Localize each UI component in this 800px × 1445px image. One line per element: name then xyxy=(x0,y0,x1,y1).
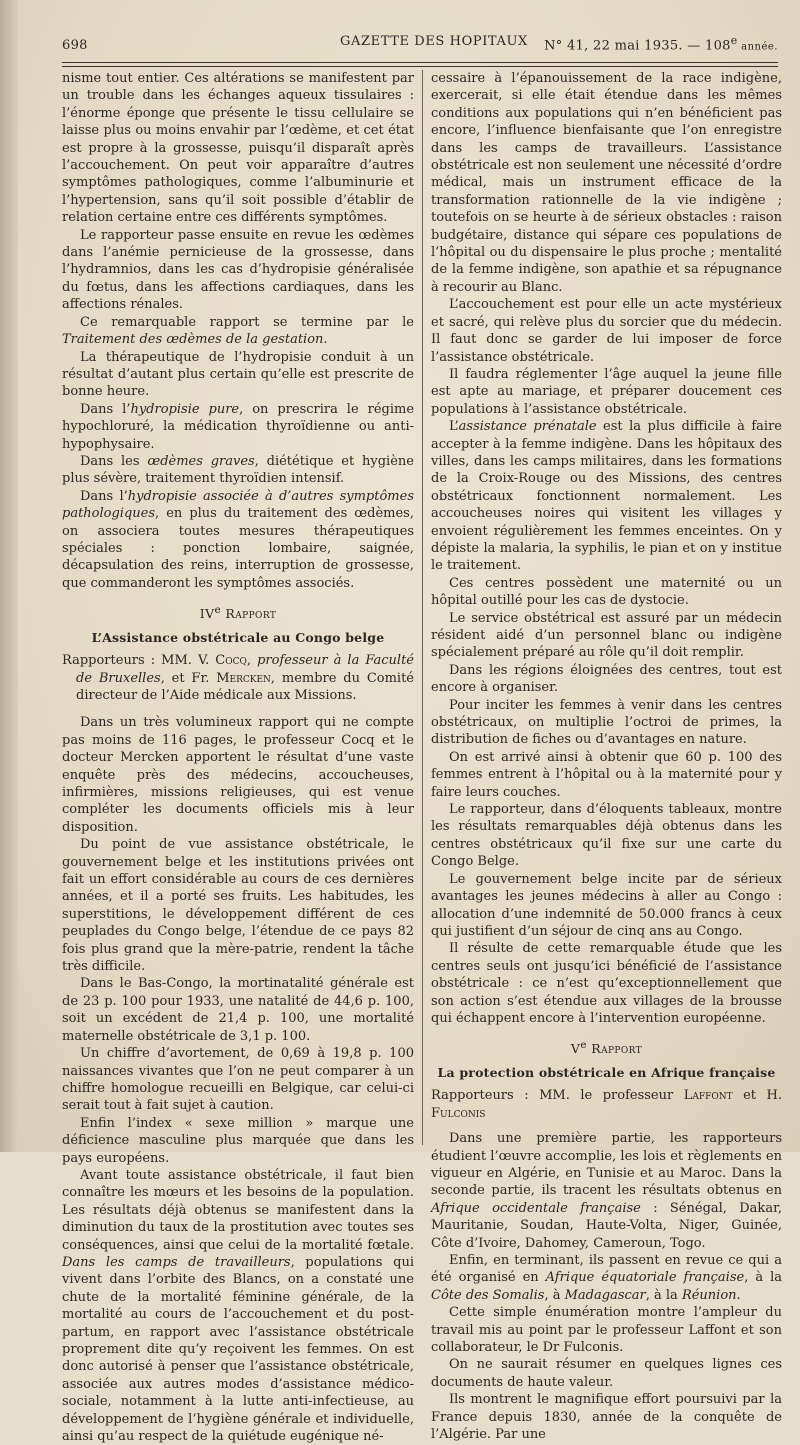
paragraph: Dans l’hydropisie associée à d’autres symptômes pathologiques, en plus du traitement des œdèmes, on associera toutes mesures thérapeutiques spéciales : ponction lombaire, saignée, décapsulation des reins, interruption de grossesse, que commanderont les symptômes associés. xyxy=(62,488,414,591)
paragraph: Avant toute assistance obstétricale, il faut bien connaître les mœurs et les besoins de la population. Les résultats déjà obtenus se manifestent dans la diminution du taux de la prostitution avec toutes ses conséquences, ainsi que celui de la mortalité fœtale. Dans les camps de travailleurs, populations qui vivent dans l’orbite des Blancs, on a constaté une chute de la mortalité féminine générale, de la mortalité au cours de l’accouchement et du post-partum, en rapport avec l’assistance obstétricale proprement dite qu’y reçoivent les femmes. On est donc autorisé à penser que l’assistance obstétricale, associée aux autres modes d’assistance médico-sociale, notamment à la lutte anti-infectieuse, au développement de l’hygiène générale et individuelle, ainsi qu’au respect de la quiétude eugénique né- xyxy=(62,1167,414,1445)
section-number: IVe Rapport xyxy=(199,604,277,622)
reporters: Rapporteurs : MM. V. Cocq, professeur à la Faculté de Bruxelles, et Fr. Mercken, membre du Comité directeur de l’Aide médicale aux Missions. xyxy=(62,653,415,703)
paragraph: Le rapporteur, dans d’éloquents tableaux, montre les résultats remarquables déjà obtenus dans les centres obstétricaux qu’il fixe sur une carte du Congo Belge. xyxy=(431,802,782,870)
section-title: La protection obstétricale en Afrique française xyxy=(437,1064,776,1080)
paragraph: Du point de vue assistance obstétricale, le gouvernement belge et les institutions privées ont fait un effort considérable au cours de ces dernières années, et il a porté ses fruits. Les habitudes, les superstitions, le développement différent de ces peuplades du Congo belge, l’étendue de ce pays 82 fois plus grand que la mère-patrie, rendent la tâche très difficile. xyxy=(62,837,414,975)
paragraph: Dans les œdèmes graves, diététique et hygiène plus sévère, traitement thyroïdien intensif. xyxy=(62,453,414,487)
paragraph: Un chiffre d’avortement, de 0,69 à 19,8 p. 100 naissances vivantes que l’on ne peut comparer à un chiffre homologue recueilli en Belgique, car celui-ci serait tout à fait sujet à caution. xyxy=(62,1046,414,1114)
paragraph: Ils montrent le magnifique effort poursuivi par la France depuis 1830, année de la conquête de l’Algérie. Par une xyxy=(431,1392,782,1443)
section-number: Ve Rapport xyxy=(570,1039,643,1057)
paragraph: Ces centres possèdent une maternité ou un hôpital outillé pour les cas de dystocie. xyxy=(431,575,782,609)
paragraph: Cette simple énumération montre l’ampleur du travail mis au point par le professeur Laffont et son collaborateur, le Dr Fulconis. xyxy=(431,1305,782,1355)
paragraph: Pour inciter les femmes à venir dans les centres obstétricaux, on multiplie l’octroi de primes, la distribution de fiches ou d’avantages en nature. xyxy=(431,697,782,748)
header-rule xyxy=(62,62,778,63)
paragraph: Dans une première partie, les rapporteurs étudient l’œuvre accomplie, les lois et règlements en vigueur en Algérie, en Tunisie et au Maroc. Dans la seconde partie, ils tracent les résultats obtenus en Afrique occidentale française : Sénégal, Dakar, Mauritanie, Soudan, Haute-Volta, Niger, Guinée, Côte d’Ivoire, Dahomey, Cameroun, Togo. xyxy=(431,1131,782,1251)
paragraph: nisme tout entier. Ces altérations se manifestent par un trouble dans les échanges aqueux tissulaires : l’énorme éponge que présente le tissu cellulaire se laisse plus ou moins envahir par l’œdème, et cet état est propre à la grossesse, puisqu’il disparaît après l’accouchement. On peut voir apparaître d’autres symptômes pathologiques, comme l’albuminurie et l’hypertension, sans qu’il soit possible d’établir de relation certaine entre ces différents symptômes. xyxy=(62,71,414,226)
column-divider xyxy=(422,70,423,1145)
paragraph: Il résulte de cette remarquable étude que les centres seuls ont jusqu’ici bénéficié de l’assistance obstétricale : ce n’est qu’exceptionnellement que son action s’est étendue aux villages de la brousse qui échappent encore à l’intervention européenne. xyxy=(431,941,782,1026)
paragraph: Dans les régions éloignées des centres, tout est encore à organiser. xyxy=(431,662,782,696)
reporters: Rapporteurs : MM. le professeur Laffont et H. Fulconis xyxy=(431,1088,782,1121)
issue-info: N° 41, 22 mai 1935. — 108e année. xyxy=(544,34,778,54)
right-column xyxy=(431,70,782,1443)
paragraph: Enfin l’index « sexe million » marque une déficience masculine plus marquée que dans les pays européens. xyxy=(62,1115,414,1166)
running-header xyxy=(62,32,778,54)
paragraph: On ne saurait résumer en quelques lignes ces documents de haute valeur. xyxy=(431,1357,782,1390)
paragraph: cessaire à l’épanouissement de la race indigène, exercerait, si elle était étendue dans les mêmes conditions aux populations qui n’en bénéficient pas encore, l’influence bienfaisante que l’on enregistre dans les camps de travailleurs. L’assistance obstétricale est non seulement une nécessité d’ordre médical, mais un instrument efficace de la transformation rationnelle de la vie indigène ; toutefois on se heurte à de sérieux obstacles : raison budgétaire, distance qui sépare ces populations de l’hôpital ou du dispensaire le plus proche ; mentalité de la femme indigène, son apathie et sa répugnance à recourir au Blanc. xyxy=(431,71,782,295)
paragraph: Dans un très volumineux rapport qui ne compte pas moins de 116 pages, le professeur Cocq et le docteur Mercken apportent le résultat d’une vaste enquête près des médecins, accoucheuses, infirmières, missions religieuses, qui est venue compléter les documents officiels mis à leur disposition. xyxy=(62,715,414,835)
paragraph: Enfin, en terminant, ils passent en revue ce qui a été organisé en Afrique équatoriale française, à la Côte des Somalis, à Madagascar, à la Réunion. xyxy=(431,1252,782,1303)
page-number: 698 xyxy=(62,38,88,53)
paragraph: Ce remarquable rapport se termine par le Traitement des œdèmes de la gestation. xyxy=(62,314,414,348)
paragraph: Dans le Bas-Congo, la mortinatalité générale est de 23 p. 100 pour 1933, une natalité de 44,6 p. 100, soit un excédent de 21,4 p. 100, une mortalité maternelle obstétricale de 3,1 p. 100. xyxy=(62,976,414,1044)
paragraph: L’accouchement est pour elle un acte mystérieux et sacré, qui relève plus du sorcier que du médecin. Il faut donc se garder de lui imposer de force l’assistance obstétricale. xyxy=(431,297,782,365)
paragraph: L’assistance prénatale est la plus difficile à faire accepter à la femme indigène. Dans les hôpitaux des villes, dans les camps militaires, dans les formations de la Croix-Rouge ou des Missions, des centres obstétricaux fonctionnent normalement. Les accoucheuses noires qui visitent les villages y envoient régulièrement les femmes enceintes. On y dépiste la malaria, la syphilis, le pian et on y institue le traitement. xyxy=(431,419,782,574)
binding-edge xyxy=(0,0,18,1152)
left-column xyxy=(62,70,415,1445)
paragraph: Il faudra réglementer l’âge auquel la jeune fille est apte au mariage, et préparer doucement ces populations à l’assistance obstétricale. xyxy=(431,366,782,417)
header-rule-thin xyxy=(62,66,778,67)
paragraph: Le service obstétrical est assuré par un médecin résident aidé d’un personnel blanc ou indigène spécialement préparé au rôle qu’il doit remplir. xyxy=(431,610,782,661)
paragraph: On est arrivé ainsi à obtenir que 60 p. 100 des femmes entrent à l’hôpital ou à la maternité pour y faire leurs couches. xyxy=(431,749,782,800)
paragraph: La thérapeutique de l’hydropisie conduit à un résultat d’autant plus certain qu’elle est prescrite de bonne heure. xyxy=(62,349,414,400)
paragraph: Dans l’hydropisie pure, on prescrira le régime hypochloruré, la médication thyroïdienne ou anti-hypophysaire. xyxy=(62,401,415,452)
paragraph: Le gouvernement belge incite par de sérieux avantages les jeunes médecins à aller au Congo : allocation d’une indemnité de 50.000 francs à ceux qui justifient d’un séjour de cinq ans au Congo. xyxy=(431,871,782,939)
journal-title: GAZETTE DES HOPITAUX xyxy=(340,34,528,49)
paragraph: Le rapporteur passe ensuite en revue les œdèmes dans l’anémie pernicieuse de la grossesse, dans l’hydramnios, dans les cas d’hydropisie généralisée du fœtus, dans les affections cardiaques, dans les affections rénales. xyxy=(62,227,414,313)
section-title: L’Assistance obstétricale au Congo belge xyxy=(91,629,385,645)
